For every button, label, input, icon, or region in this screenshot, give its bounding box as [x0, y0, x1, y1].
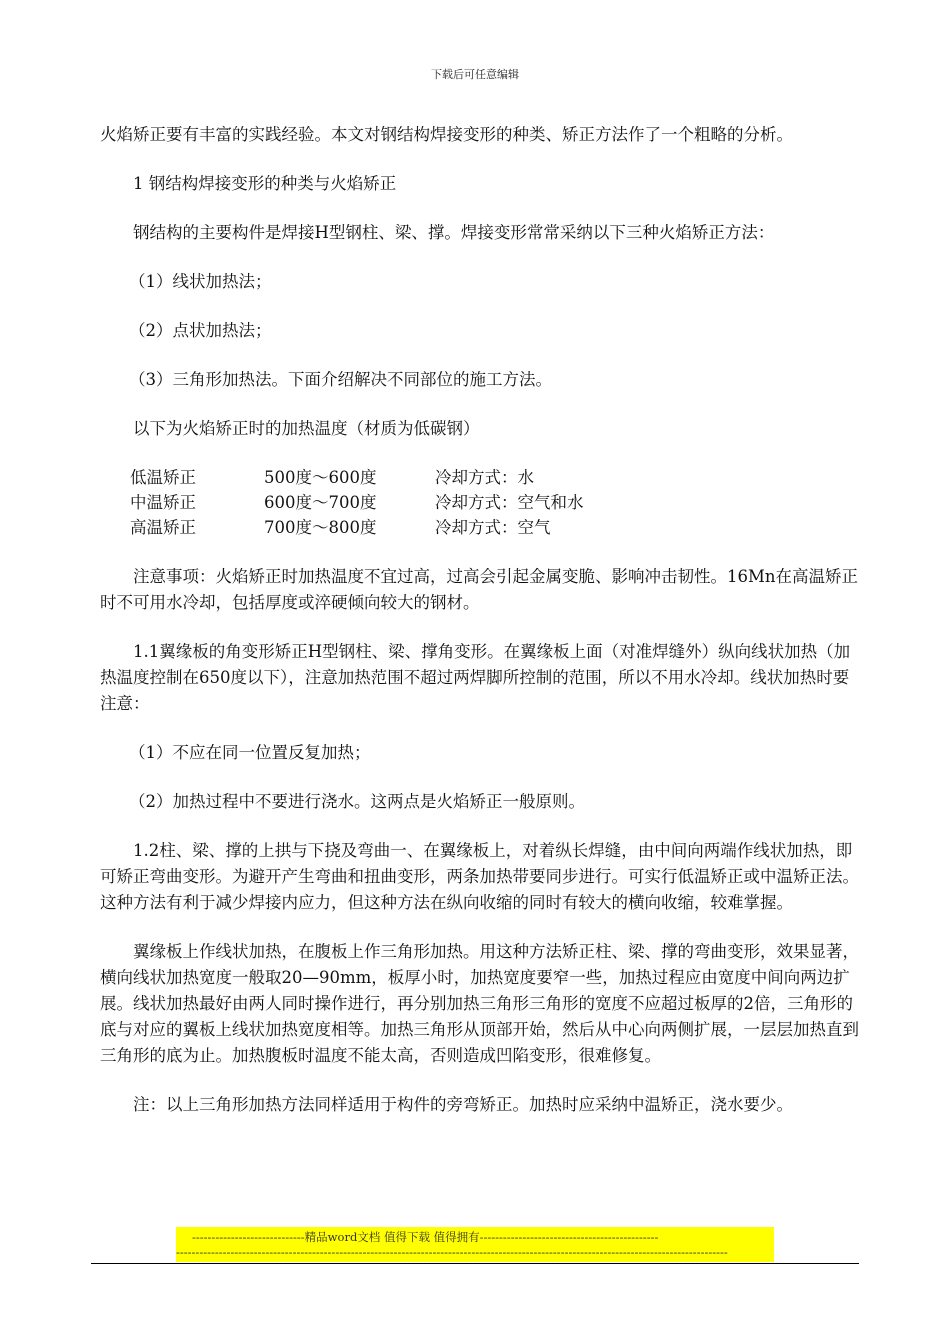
- method-item: （2）点状加热法；: [129, 321, 272, 340]
- correction-type: 中温矫正: [130, 493, 196, 512]
- temperature-range: 500度～600度: [264, 468, 377, 487]
- rule-item: （2）加热过程中不要进行浇水。这两点是火焰矫正一般原则。: [129, 792, 585, 811]
- table-row: [130, 490, 584, 515]
- cooling-method: 冷却方式：空气: [435, 518, 551, 537]
- table-row: [130, 515, 584, 540]
- flange-paragraph: 翼缘板上作线状加热，在腹板上作三角形加热。用这种方法矫正柱、梁、撑的弯曲变形，效果显著，横向线状加热宽度一般取20—90mm，板厚小时，加热宽度要窄一些，加热过程应由宽度中间向两边扩展。线状加热最好由两人同时操作进行，再分别加热三角形三角形的宽度不应超过板厚的2倍，三角形的底与对应的翼板上线状加热宽度相等。加热三角形从顶部开始，然后从中心向两侧扩展，一层层加热直到三角形的底为止。加热腹板时温度不能太高，否则造成凹陷变形，很难修复。: [100, 942, 859, 1065]
- correction-type: 低温矫正: [130, 468, 196, 487]
- temperature-range: 600度～700度: [264, 493, 377, 512]
- section-1-1-paragraph: 1.1翼缘板的角变形矫正H型钢柱、梁、撑角变形。在翼缘板上面（对准焊缝外）纵向线状加热（加热温度控制在650度以下），注意加热范围不超过两焊脚所控制的范围，所以不用水冷却。线状加热时要注意：: [100, 642, 851, 713]
- correction-type: 高温矫正: [130, 518, 196, 537]
- method-item: （3）三角形加热法。下面介绍解决不同部位的施工方法。: [129, 370, 552, 389]
- page-header: 下载后可任意编辑: [431, 68, 519, 81]
- notice-paragraph: 注意事项：火焰矫正时加热温度不宜过高，过高会引起金属变脆、影响冲击韧性。16Mn在高温矫正时不可用水冷却，包括厚度或淬硬倾向较大的钢材。: [100, 567, 859, 612]
- section-heading: 1 钢结构焊接变形的种类与火焰矫正: [133, 174, 397, 193]
- note-paragraph: 注：以上三角形加热方法同样适用于构件的旁弯矫正。加热时应采纳中温矫正，浇水要少。: [133, 1095, 793, 1114]
- cooling-method: 冷却方式：空气和水: [435, 493, 584, 512]
- temperature-range: 700度～800度: [264, 518, 377, 537]
- rule-item: （1）不应在同一位置反复加热；: [129, 743, 371, 762]
- cooling-method: 冷却方式：水: [435, 468, 534, 487]
- document-body: [100, 122, 860, 1141]
- table-row: [130, 465, 584, 490]
- method-item: （1）线状加热法；: [129, 272, 272, 291]
- main-members-paragraph: 钢结构的主要构件是焊接H型钢柱、梁、撑。焊接变形常常采纳以下三种火焰矫正方法：: [133, 223, 775, 242]
- intro-paragraph: 火焰矫正要有丰富的实践经验。本文对钢结构焊接变形的种类、矫正方法作了一个粗略的分析。: [100, 125, 793, 144]
- footer-divider: [91, 1263, 859, 1264]
- footer-dashes: ----------------------------------------------------------------------------------------------------------------------------------------------: [176, 1245, 728, 1259]
- temperature-table: [130, 465, 584, 540]
- section-1-2-paragraph: 1.2柱、梁、撑的上拱与下挠及弯曲一、在翼缘板上，对着纵长焊缝，由中间向两端作线状加热，即可矫正弯曲变形。为避开产生弯曲和扭曲变形，两条加热带要同步进行。可实行低温矫正或中温矫正法。这种方法有利于减少焊接内应力，但这种方法在纵向收缩的同时有较大的横向收缩，较难掌握。: [100, 841, 859, 912]
- footer-slogan: -----------------------------精品word文档 值得下载 值得拥有----------------------------------------------: [192, 1230, 659, 1244]
- temperature-intro: 以下为火焰矫正时的加热温度（材质为低碳钢）: [133, 419, 480, 438]
